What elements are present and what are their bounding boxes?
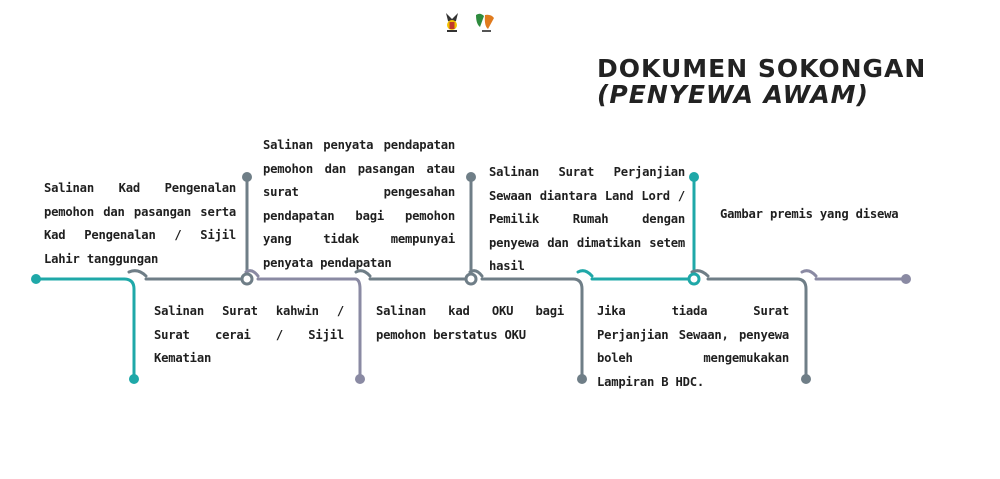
timeline-junction-4	[466, 274, 476, 284]
timeline-dot-5	[577, 374, 587, 384]
timeline-junction-2	[242, 274, 252, 284]
timeline-connector-1	[124, 279, 134, 379]
item-7-text: Gambar premis yang disewa	[720, 207, 899, 221]
timeline-hook-2	[129, 271, 146, 276]
timeline-dot-2	[242, 172, 252, 182]
timeline-dot-7	[801, 374, 811, 384]
timeline-dot-1	[129, 374, 139, 384]
timeline-dot-4	[466, 172, 476, 182]
timeline-connector-5	[573, 279, 582, 379]
item-1-text: Salinan Kad Pengenalan pemohon dan pasangan serta Kad Pengenalan / Sijil Lahir tanggungan	[44, 181, 236, 266]
item-3-text: Salinan penyata pendapatan pemohon dan pasangan atau surat pengesahan pendapatan bagi pemohon yang tidak mempunyai penyata pendapatan	[263, 138, 455, 270]
timeline-dot-6	[689, 172, 699, 182]
title-line-2: (PENYEWA AWAM)	[597, 80, 869, 109]
timeline-dot-start	[31, 274, 41, 284]
item-4-text: Salinan kad OKU bagi pemohon berstatus OKU	[376, 304, 564, 342]
timeline-connector-7	[797, 279, 806, 379]
title-line-1: DOKUMEN SOKONGAN	[597, 54, 927, 83]
timeline-dot-end	[901, 274, 911, 284]
item-6-text: Jika tiada Surat Perjanjian Sewaan, penyewa boleh mengemukakan Lampiran B HDC.	[597, 304, 789, 389]
timeline-hook-8	[802, 271, 816, 276]
item-2-text: Salinan Surat kahwin / Surat cerai / Sijil Kematian	[154, 304, 344, 365]
timeline-dot-3	[355, 374, 365, 384]
timeline-connector-3	[355, 279, 360, 379]
timeline-junction-6	[689, 274, 699, 284]
item-5-text: Salinan Surat Perjanjian Sewaan diantara Land Lord / Pemilik Rumah dengan penyewa dan dimatikan setem hasil	[489, 165, 685, 273]
